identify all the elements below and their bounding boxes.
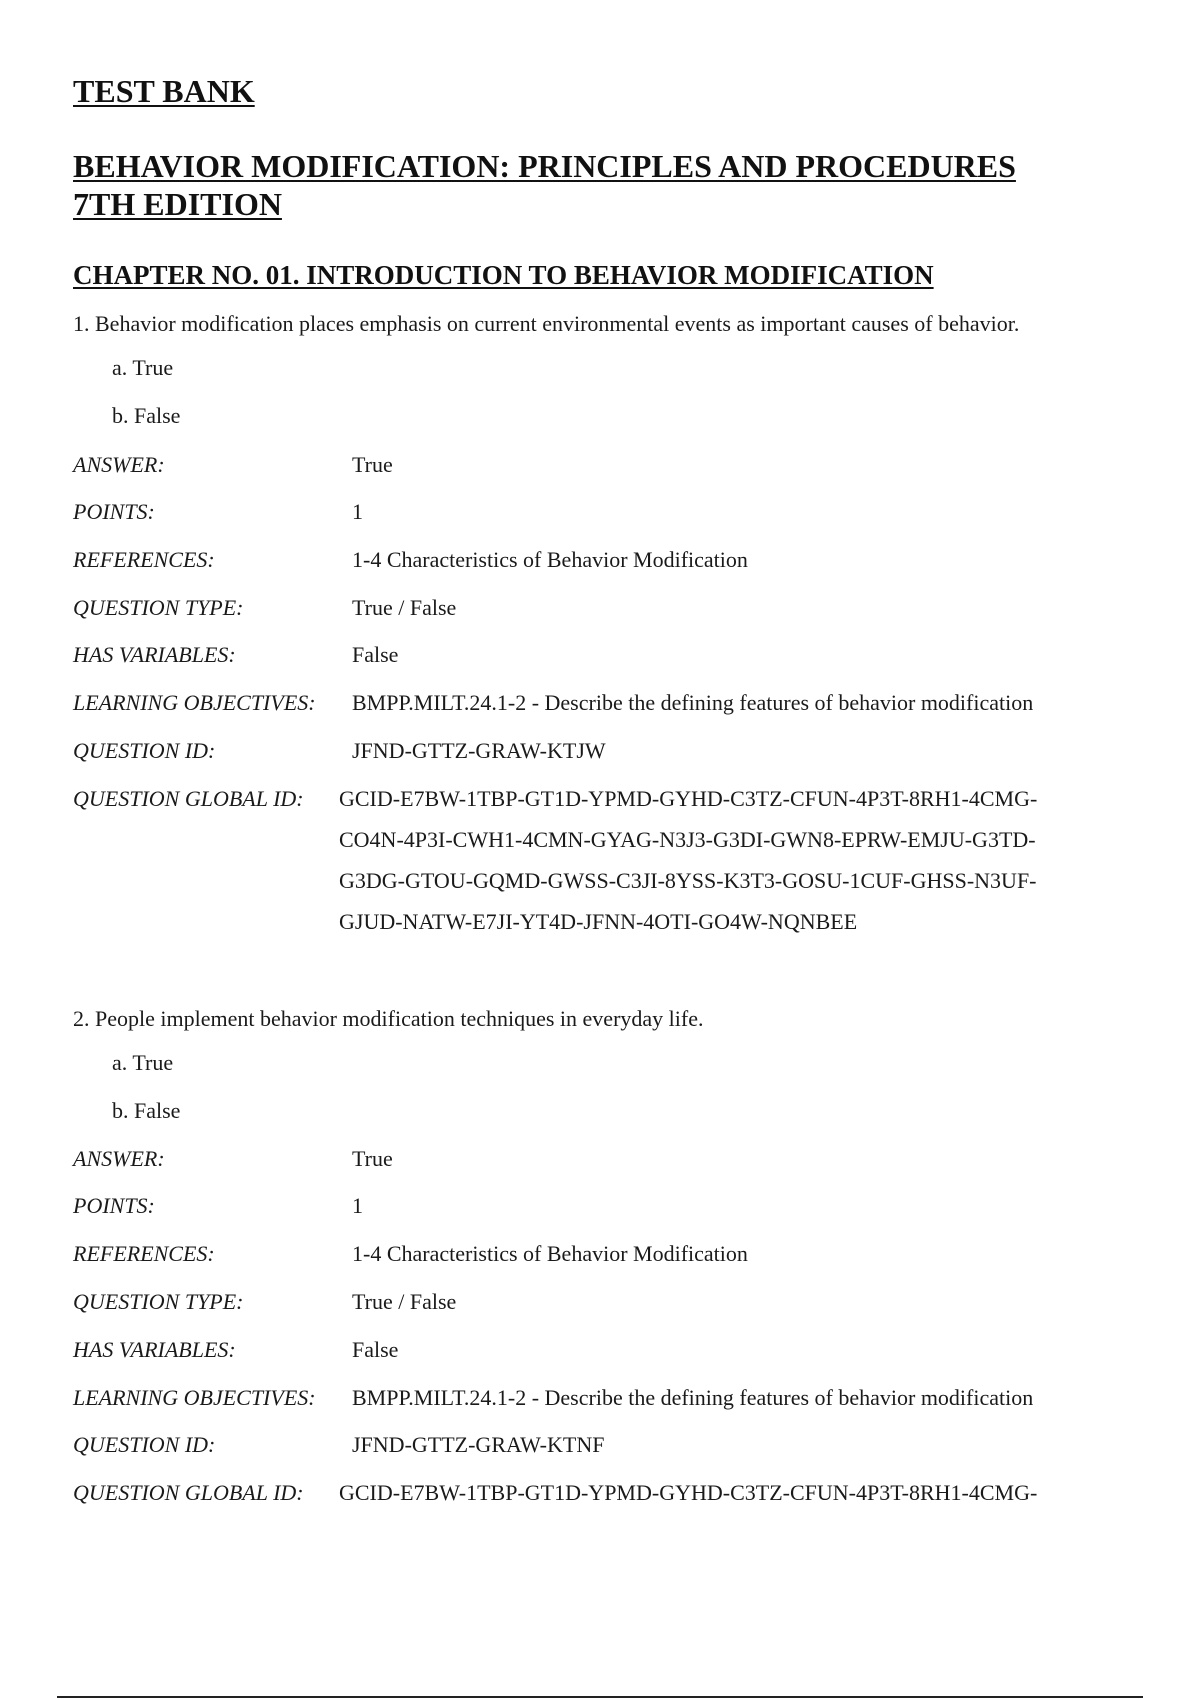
- question-2-option-a: a. True: [112, 1050, 174, 1075]
- question-2-option-b: b. False: [112, 1098, 181, 1123]
- global-id-line: CO4N-4P3I-CWH1-4CMN-GYAG-N3J3-G3DI-GWN8-EPRW-EMJU-G3TD-: [339, 827, 1036, 852]
- book-title-line1: BEHAVIOR MODIFICATION: PRINCIPLES AND PROCEDURES: [73, 148, 1016, 184]
- question-1-option-b: b. False: [112, 403, 181, 428]
- book-title-line2: 7TH EDITION: [73, 186, 282, 222]
- q1-points-label: POINTS:: [73, 499, 155, 524]
- q1-answer-label: ANSWER:: [73, 452, 165, 477]
- q1-question-id-value: JFND-GTTZ-GRAW-KTJW: [352, 738, 606, 763]
- q1-learning-objectives-value: BMPP.MILT.24.1-2 - Describe the defining features of behavior modification: [352, 690, 1034, 715]
- q1-global-id-value: [339, 778, 1129, 942]
- q2-points-label: POINTS:: [73, 1193, 155, 1218]
- q2-has-variables-value: False: [352, 1337, 399, 1362]
- q1-references-value: 1-4 Characteristics of Behavior Modification: [352, 547, 748, 572]
- q2-question-type-label: QUESTION TYPE:: [73, 1289, 244, 1314]
- q1-answer-value: True: [352, 452, 393, 477]
- footer-rule: [57, 1696, 1143, 1698]
- q1-question-type-value: True / False: [352, 595, 457, 620]
- global-id-line: GJUD-NATW-E7JI-YT4D-JFNN-4OTI-GO4W-NQNBEE: [339, 909, 858, 934]
- global-id-line: GCID-E7BW-1TBP-GT1D-YPMD-GYHD-C3TZ-CFUN-4P3T-8RH1-4CMG-: [339, 786, 1038, 811]
- global-id-line: GCID-E7BW-1TBP-GT1D-YPMD-GYHD-C3TZ-CFUN-4P3T-8RH1-4CMG-: [339, 1480, 1038, 1505]
- doc-header: TEST BANK: [73, 73, 255, 109]
- q2-learning-objectives-value: BMPP.MILT.24.1-2 - Describe the defining features of behavior modification: [352, 1385, 1034, 1410]
- q1-references-label: REFERENCES:: [73, 547, 215, 572]
- book-title: [73, 147, 1016, 223]
- q2-question-id-label: QUESTION ID:: [73, 1432, 216, 1457]
- global-id-line: G3DG-GTOU-GQMD-GWSS-C3JI-8YSS-K3T3-GOSU-1CUF-GHSS-N3UF-: [339, 868, 1037, 893]
- q2-learning-objectives-label: LEARNING OBJECTIVES:: [73, 1385, 316, 1410]
- q2-question-id-value: JFND-GTTZ-GRAW-KTNF: [352, 1432, 605, 1457]
- q2-question-type-value: True / False: [352, 1289, 457, 1314]
- q1-has-variables-label: HAS VARIABLES:: [73, 642, 236, 667]
- question-1-option-a: a. True: [112, 355, 174, 380]
- q2-references-value: 1-4 Characteristics of Behavior Modification: [352, 1241, 748, 1266]
- q2-references-label: REFERENCES:: [73, 1241, 215, 1266]
- q2-global-id-label: QUESTION GLOBAL ID:: [73, 1480, 304, 1505]
- q1-has-variables-value: False: [352, 642, 399, 667]
- q1-question-type-label: QUESTION TYPE:: [73, 595, 244, 620]
- q1-global-id-label: QUESTION GLOBAL ID:: [73, 786, 304, 811]
- question-1-text: 1. Behavior modification places emphasis on current environmental events as important causes of behavior.: [73, 311, 1020, 336]
- q1-points-value: 1: [352, 499, 363, 524]
- q2-has-variables-label: HAS VARIABLES:: [73, 1337, 236, 1362]
- q1-learning-objectives-label: LEARNING OBJECTIVES:: [73, 690, 316, 715]
- chapter-title: CHAPTER NO. 01. INTRODUCTION TO BEHAVIOR MODIFICATION: [73, 260, 934, 290]
- q2-global-id-value: [339, 1472, 1129, 1513]
- q2-answer-label: ANSWER:: [73, 1146, 165, 1171]
- q2-answer-value: True: [352, 1146, 393, 1171]
- q2-points-value: 1: [352, 1193, 363, 1218]
- q1-question-id-label: QUESTION ID:: [73, 738, 216, 763]
- question-2-text: 2. People implement behavior modification techniques in everyday life.: [73, 1006, 704, 1031]
